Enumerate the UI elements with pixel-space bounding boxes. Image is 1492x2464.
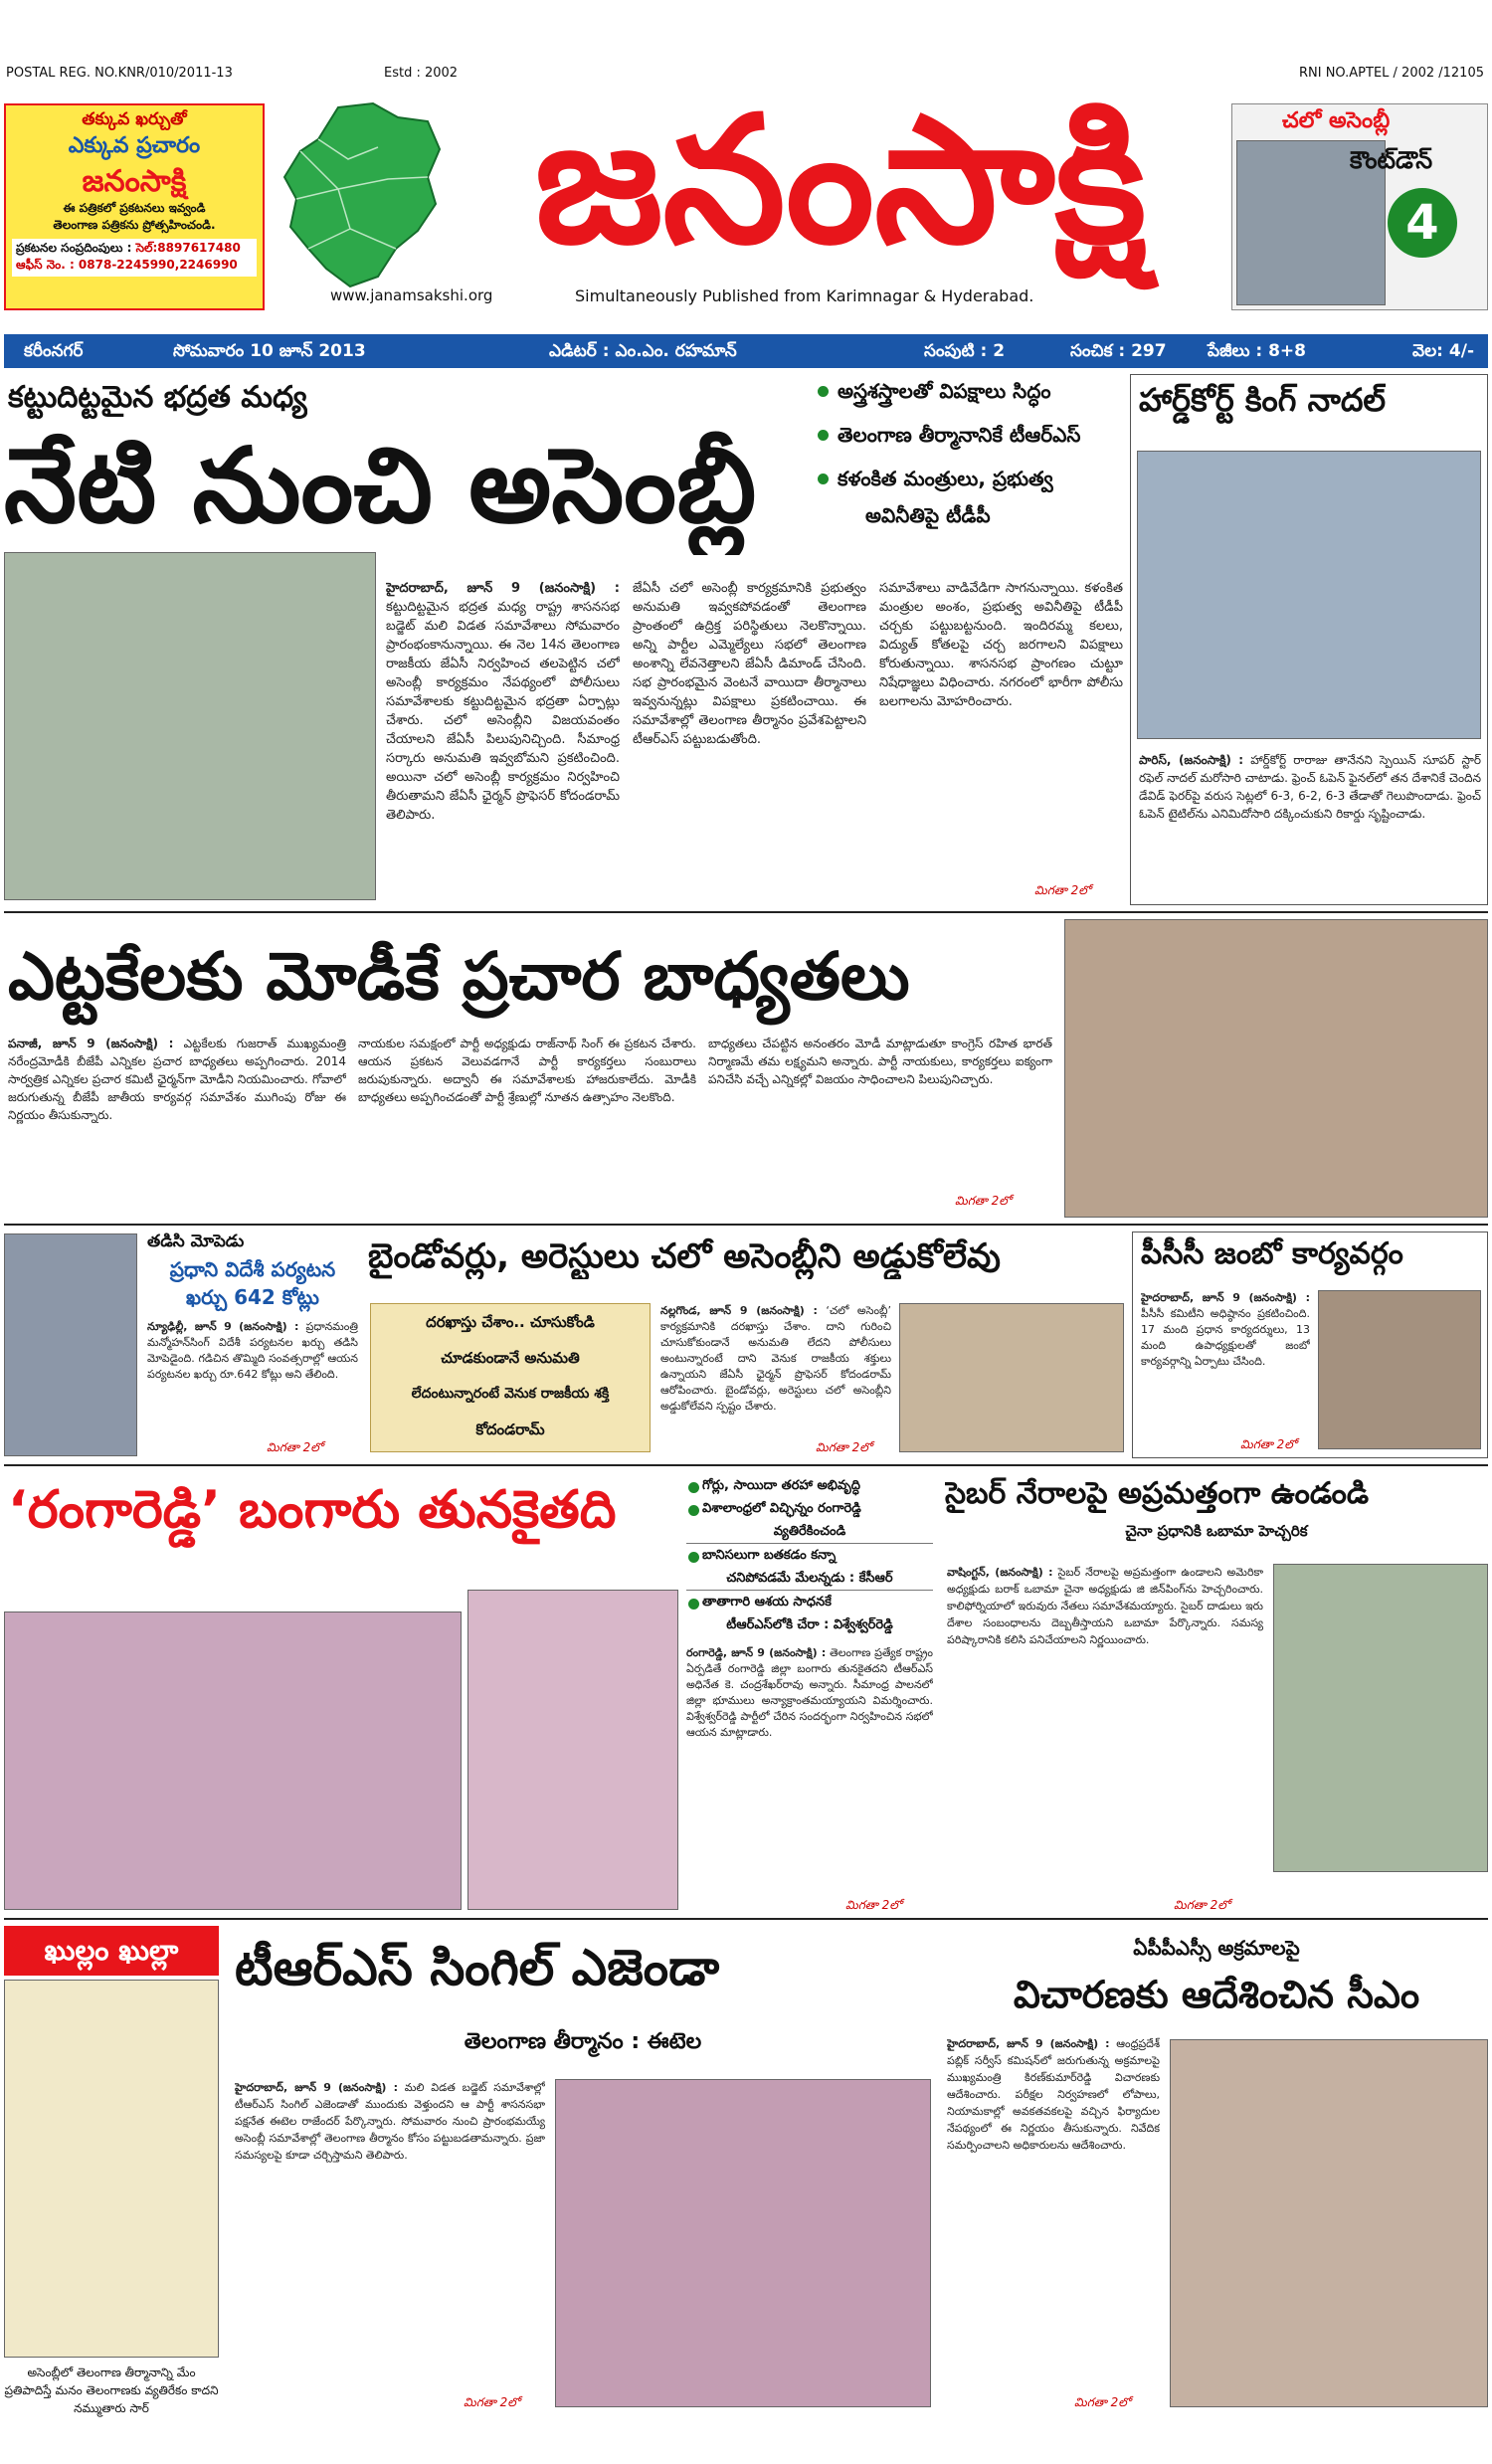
cyber-text xyxy=(947,1564,1263,1912)
kodandaram-photo xyxy=(899,1303,1124,1452)
dateline-editor: ఎడిటర్ : ఎం.ఎం. రహమాన్ xyxy=(549,341,737,361)
cartoon-title: ఖుల్లం ఖుల్లా xyxy=(4,1926,219,1976)
modi-col-3: బాధ్యతలు చేపట్టిన అనంతరం మోడీ మాట్లాడుతూ కాంగ్రెస్ రహిత భారత్ నిర్మాణమే తమ లక్ష్యమని అన్నారు. పార్టీ నాయకులు, కార్యకర్తలు ఐక్యంగా పనిచేసి వచ్చే ఎన్నికల్లో విజయం సాధించాలని పిలుపునిచ్చారు. xyxy=(708,1037,1052,1086)
ad-line1: తక్కువ ఖర్చుతో xyxy=(82,109,187,129)
rni-number: RNI NO.APTEL / 2002 /12105 xyxy=(1298,66,1484,81)
published-line: Simultaneously Published from Karimnagar & Hyderabad. xyxy=(575,286,1034,305)
cartoon-image xyxy=(4,1980,219,2358)
pcc-photo xyxy=(1318,1290,1481,1449)
pcc-dateline: హైదరాబాద్, జూన్ 9 (జనంసాక్షి) : xyxy=(1141,1291,1310,1304)
cartoon-caption: అసెంబ్లీలో తెలంగాణ తీర్మానాన్ని మేం ప్రతిపాదిస్తే మనం తెలంగాణకు వ్యతిరేకం కాదని నమ్ముతారు సార్ xyxy=(4,2366,219,2415)
chalo-body: ‘చలో అసెంబ్లీ’ కార్యక్రమానికి దరఖాస్తు చేశాం. దాని గురించి చూసుకోకుండానే అనుమతి లేదని పోలీసులు అంటున్నారంటే దాని వెనుక రాజకీయ శక్తులు ఉన్నాయని జేఏసీ ఛైర్మన్ ప్రొఫెసర్ కోదండరామ్ ఆరోపించారు. బైండోవర్లు, అరెస్టులు చలో అసెంబ్లీని అడ్డుకోలేవని స్పష్టం చేశారు. xyxy=(660,1304,891,1413)
cyber-more-link[interactable]: మిగతా 2లో xyxy=(1174,1898,1230,1912)
lead-bullets xyxy=(816,378,1124,532)
dateline-date: సోమవారం 10 జూన్ 2013 xyxy=(173,341,366,361)
lead-bullet: తెలంగాణ తీర్మానానికే టీఆర్ఎస్ xyxy=(816,422,1124,448)
cm-text xyxy=(947,2035,1160,2407)
rr-bullet: టీఆర్ఎస్‌లోకి చేరా : విశ్వేశ్వర్‌రెడ్డి xyxy=(726,1617,893,1632)
lead-dateline: హైదరాబాద్, జూన్ 9 (జనంసాక్షి) : xyxy=(386,581,620,596)
masthead-ad-right xyxy=(1231,103,1488,310)
quote-line: లేదంటున్నారంటే వెనుక రాజకీయ శక్తి xyxy=(411,1386,610,1402)
newspaper-title: జనంసాక్షి xyxy=(534,79,1147,283)
divider xyxy=(4,1224,1488,1226)
trs-dateline: హైదరాబాద్, జూన్ 9 (జనంసాక్షి) : xyxy=(235,2081,398,2094)
pcc-headline: పీసీసీ జంబో కార్యవర్గం xyxy=(1141,1236,1403,1271)
cm-dateline: హైదరాబాద్, జూన్ 9 (జనంసాక్షి) : xyxy=(947,2037,1110,2050)
lead-headline: నేటి నుంచి అసెంబ్లీ xyxy=(4,425,757,546)
pcc-more-link[interactable]: మిగతా 2లో xyxy=(1240,1437,1297,1451)
pm-headline: ప్రధాని విదేశీ పర్యటన ఖర్చు 642 కోట్లు xyxy=(169,1257,336,1309)
ad-phone1: సెల్:8897617480 xyxy=(135,241,241,255)
rr-body: తెలంగాణ ప్రత్యేక రాష్ట్రం ఏర్పడితే రంగారెడ్డి జిల్లా బంగారు తునకైతదని టీఆర్ఎస్ అధినేత కె. చంద్రశేఖర్‌రావు అన్నారు. సీమాంధ్ర పాలనలో జిల్లా భూములు అన్యాక్రాంతమయ్యాయని విమర్శించారు. విశ్వేశ్వర్‌రెడ్డి పార్టీలో చేరిన సందర్భంగా నిర్వహించిన సభలో ఆయన మాట్లాడారు. xyxy=(686,1646,933,1739)
nadal-box xyxy=(1130,374,1488,905)
ad-line3: ఈ పత్రికలో ప్రకటనలు ఇవ్వండి xyxy=(63,201,206,215)
ad-line5: ప్రకటనల సంప్రదింపులు : xyxy=(16,241,132,255)
dateline-pages: పేజీలు : 8+8 xyxy=(1208,341,1306,361)
nadal-text: హార్డ్‌కోర్ట్ రారాజు తానేనని స్పెయిన్ సూపర్ స్టార్ రఫెల్ నాదల్ మరోసారి చాటాడు. ఫ్రెంచ్ ఓపెన్ ఫైనల్‌లో తన దేశానికే చెందిన డేవిడ్ ఫెరర్‌పై వరుస సెట్లలో 6-3, 6-2, 6-3 తేడాతో గెలుపొందాడు. ఫ్రెంచ్ ఓపెన్ టైటిల్‌ను ఎనిమిదోసారి దక్కించుకుని రికార్డు సృష్టించాడు. xyxy=(1139,753,1481,821)
rangareddy-headline: ‘రంగారెడ్డి’ బంగారు తునకైతది xyxy=(8,1480,617,1540)
cyber-subhead: చైనా ప్రధానికి ఒబామా హెచ్చరిక xyxy=(1125,1522,1308,1540)
nadal-photo xyxy=(1137,451,1481,739)
estd: Estd : 2002 xyxy=(384,66,459,81)
ad-brand: జనంసాక్షి xyxy=(82,164,187,199)
pm-body: ప్రధానమంత్రి మన్మోహన్‌సింగ్ విదేశీ పర్యటనల ఖర్చు తడిసి మోపెడైంది. గడిచిన తొమ్మిది సంవత్సరాల్లో ఆయన పర్యటనల ఖర్చు రూ.642 కోట్లు అని తేలింది. xyxy=(147,1320,358,1381)
divider xyxy=(4,911,1488,913)
lead-kicker: కట్టుదిట్టమైన భద్రత మధ్య xyxy=(8,380,307,415)
nadal-headline: హార్డ్‌కోర్ట్ కింగ్ నాదల్ xyxy=(1139,381,1387,419)
pm-photo xyxy=(4,1233,137,1456)
pm-text xyxy=(147,1319,358,1446)
assembly-photo xyxy=(4,552,376,900)
rally-photo xyxy=(4,1611,462,1910)
pcc-body: పీసీసీ కమిటీని అధిష్ఠానం ప్రకటించింది. 17 మంది ప్రధాన కార్యదర్శులు, 13 మంది ఉపాధ్యక్షులతో జంబో కార్యవర్గాన్ని ఏర్పాటు చేసింది. xyxy=(1141,1307,1310,1368)
rangareddy-bullets xyxy=(686,1474,933,1636)
rr-dateline: రంగారెడ్డి, జూన్ 9 (జనంసాక్షి) : xyxy=(686,1646,827,1659)
rangareddy-text xyxy=(686,1645,933,1910)
cm-kicker: ఏపీపీఎస్సీ అక్రమాలపై xyxy=(1133,1936,1300,1960)
rr-bullet: గోర్లు, సాయిదా తరహా అభివృద్ధి xyxy=(686,1474,933,1497)
lead-col-1 xyxy=(386,579,620,899)
divider xyxy=(4,1464,1488,1466)
ad-right-line2: కౌంట్‌డౌన్ xyxy=(1350,146,1433,174)
modi-more-link[interactable]: మిగతా 2లో xyxy=(955,1194,1012,1208)
cm-photo xyxy=(1170,2039,1488,2407)
modi-col-1 xyxy=(8,1035,346,1214)
trs-subhead: తెలంగాణ తీర్మానం : ఈటెల xyxy=(464,2029,702,2054)
chalo-more-link[interactable]: మిగతా 2లో xyxy=(816,1440,872,1454)
pm-more-link[interactable]: మిగతా 2లో xyxy=(267,1440,323,1454)
lead-text-1: కట్టుదిట్టమైన భద్రత మధ్య రాష్ట్ర శాసనసభ బడ్జెట్ మలి విడత సమావేశాలు సోమవారం ప్రారంభంకానున్నాయి. ఈ నెల 14న తెలంగాణ రాజకీయ జేఏసీ నిర్వహించ తలపెట్టిన చలో అసెంబ్లీ కార్యక్రమం నేపథ్యంలో పోలీసులు సమావేశాలకు కట్టుదిట్టమైన భద్రతా ఏర్పాట్లు చేశారు. చలో అసెంబ్లీని విజయవంతం చేయాలని జేఏసీ పిలుపునిచ్చింది. సీమాంధ్ర సర్కారు అనుమతి ఇవ్వబోమని ప్రకటించింది. అయినా చలో అసెంబ్లీ కార్యక్రమం నిర్వహించి తీరుతామని జేఏసీ ఛైర్మన్ ప్రొఫెసర్ కోదండరామ్ తెలిపారు. xyxy=(386,600,620,823)
quote-line: దరఖాస్తు చేశాం.. చూసుకోండి xyxy=(426,1313,595,1331)
cyber-dateline: వాషింగ్టన్, (జనంసాక్షి) : xyxy=(947,1566,1053,1579)
modi-dateline: పనాజీ, జూన్ 9 (జనంసాక్షి) : xyxy=(8,1037,174,1050)
chalo-headline: బైండోవర్లు, అరెస్టులు చలో అసెంబ్లీని అడ్డుకోలేవు xyxy=(368,1236,1001,1276)
obama-xi-photo xyxy=(1273,1564,1488,1872)
telangana-map-icon xyxy=(279,99,448,293)
modi-photo xyxy=(1064,919,1488,1218)
etela-photo xyxy=(555,2079,931,2407)
masthead-ad-left xyxy=(4,103,265,310)
cm-headline: విచారణకు ఆదేశించిన సీఎం xyxy=(1013,1973,1420,2016)
embrace-photo xyxy=(467,1590,678,1910)
postal-reg: POSTAL REG. NO.KNR/010/2011-13 xyxy=(6,66,233,81)
countdown-number: 4 xyxy=(1388,188,1457,258)
divider xyxy=(4,1918,1488,1920)
cyber-body: సైబర్ నేరాలపై అప్రమత్తంగా ఉండాలని అమెరికా అధ్యక్షుడు బరాక్ ఒబామా చైనా అధ్యక్షుడు జి జిన్‌పింగ్‌ను హెచ్చరించారు. కాలిఫోర్నియాలో ఇరువురు నేతలు సమావేశమయ్యారు. సైబర్ దాడులు ఇరు దేశాల సంబంధాలను దెబ్బతీస్తాయని ఒబామా పేర్కొన్నారు. సమస్య పరిష్కారానికి కలిసి పనిచేయాలని నిర్ణయించారు. xyxy=(947,1566,1263,1646)
modi-text-1: ఎట్టకేలకు గుజరాత్ ముఖ్యమంత్రి నరేంద్రమోడీకి బీజేపీ ఎన్నికల ప్రచార బాధ్యతలు అప్పగించారు. 2014 సార్వత్రిక ఎన్నికల ప్రచార కమిటీ ఛైర్మన్‌గా మోడీని నియమించారు. గోవాలో జరుగుతున్న బీజేపీ జాతీయ కార్యవర్గ సమావేశం ముగింపు రోజు ఈ నిర్ణయం తీసుకున్నారు. xyxy=(8,1037,346,1122)
ad-phone2: ఆఫీస్ నెం. : 0878-2245990,2246990 xyxy=(16,258,238,272)
dateline-bar xyxy=(4,334,1488,368)
rr-bullet: బానిసలుగా బతకడం కన్నా xyxy=(686,1544,933,1567)
rr-bullet: విశాలాంధ్రలో విచ్ఛిన్నం రంగారెడ్డి xyxy=(686,1497,933,1520)
trs-body: మలి విడత బడ్జెట్ సమావేశాల్లో టీఆర్ఎస్ సింగిల్ ఎజెండాతో ముందుకు వెళ్తుందని ఆ పార్టీ శాసనసభా పక్షనేత ఈటెల రాజేందర్ పేర్కొన్నారు. సోమవారం నుంచి ప్రారంభమయ్యే అసెంబ్లీ సమావేశాల్లో తెలంగాణ తీర్మానం కోసం పట్టుబడతామన్నారు. ప్రజా సమస్యలపై కూడా చర్చిస్తామని తెలిపారు. xyxy=(235,2081,545,2162)
rr-bullet: వ్యతిరేకించండి xyxy=(686,1520,933,1544)
cm-body: ఆంధ్రప్రదేశ్ పబ్లిక్ సర్వీస్ కమిషన్‌లో జరుగుతున్న అక్రమాలపై ముఖ్యమంత్రి కిరణ్‌కుమార్‌రెడ్డి విచారణకు ఆదేశించారు. పరీక్షల నిర్వహణలో లోపాలు, నియామకాల్లో అవకతవకలపై వచ్చిన ఫిర్యాదుల నేపథ్యంలో ఈ నిర్ణయం తీసుకున్నారు. నివేదిక సమర్పించాలని అధికారులను ఆదేశించారు. xyxy=(947,2037,1160,2152)
lead-more-link[interactable]: మిగతా 2లో xyxy=(1034,883,1091,897)
trs-more-link[interactable]: మిగతా 2లో xyxy=(464,2395,520,2409)
rr-bullet: తాతాగారి ఆశయ సాధనకే xyxy=(686,1591,933,1613)
quote-line: చూడకుండానే అనుమతి xyxy=(441,1349,580,1367)
pm-kicker: తడిసి మోపెడు xyxy=(147,1232,245,1251)
rr-bullet: చనిపోవడమే మేలన్నడు : కేసీఆర్ xyxy=(686,1567,933,1591)
trs-text xyxy=(235,2079,545,2407)
dateline-city: కరీంనగర్ xyxy=(24,341,84,361)
ad-line4: తెలంగాణ పత్రికను ప్రోత్సహించండి. xyxy=(53,218,216,232)
lead-col-3: సమావేశాలు వాడివేడిగా సాగనున్నాయి. కళంకిత మంత్రుల అంశం, ప్రభుత్వ అవినీతిపై టీడీపీ చర్చకు పట్టుబట్టనుంది. ఇందిరమ్మ కలలు, విద్యుత్ కోతలపై చర్చ జరగాలని విపక్షాలు కోరుతున్నాయి. శాసనసభ ప్రాంగణం చుట్టూ నిషేధాజ్ఞలు విధించారు. నగరంలో భారీగా పోలీసు బలగాలను మోహరించారు. xyxy=(879,581,1123,709)
lead-col-2: జేఏసీ చలో అసెంబ్లీ కార్యక్రమానికి ప్రభుత్వం అనుమతి ఇవ్వకపోవడంతో తెలంగాణ ప్రాంతంలో ఉద్రిక్త పరిస్థితులు నెలకొన్నాయి. అన్ని పార్టీల ఎమ్మెల్యేలు సభలో తెలంగాణ అంశాన్ని లేవనెత్తాలని జేఏసీ డిమాండ్ చేసింది. సభ ప్రారంభమైన వెంటనే వాయిదా తీర్మానాలు ఇవ్వనున్నట్లు విపక్షాలు ప్రకటించాయి. ఈ సమావేశాల్లో తెలంగాణ తీర్మానం ప్రవేశపెట్టాలని టీఆర్ఎస్ పట్టుబడుతోంది. xyxy=(633,581,866,747)
rangareddy-more-link[interactable]: మిగతా 2లో xyxy=(845,1898,902,1912)
quote-line: కోదండరామ్ xyxy=(475,1421,545,1438)
lead-bullet: అవినీతిపై టీడీపీ xyxy=(865,503,991,527)
nadal-caption: పారిస్, (జనంసాక్షి) : xyxy=(1139,753,1244,767)
modi-headline: ఎట్టకేలకు మోడీకే ప్రచార బాధ్యతలు xyxy=(8,938,910,1015)
ad-right-line1: చలో అసెంబ్లీ xyxy=(1282,108,1391,133)
dateline-price: వెల: 4/- xyxy=(1412,341,1474,361)
trs-headline: టీఆర్ఎస్ సింగిల్ ఎజెండా xyxy=(235,1939,720,1996)
dateline-volume: సంపుటి : 2 xyxy=(924,341,1006,361)
lead-bullet: కళంకిత మంత్రులు, ప్రభుత్వ xyxy=(816,466,1124,491)
pcc-box xyxy=(1132,1232,1488,1458)
pm-dateline: న్యూఢిల్లీ, జూన్ 9 (జనంసాక్షి) : xyxy=(147,1320,299,1333)
modi-col-2: నాయకుల సమక్షంలో పార్టీ అధ్యక్షుడు రాజ్‌నాథ్ సింగ్ ఈ ప్రకటన చేశారు. ఆయన ప్రకటన వెలువడగానే పార్టీ కార్యకర్తలు సంబురాలు జరుపుకున్నారు. అద్వానీ ఈ సమావేశాలకు హాజరుకాలేదు. మోడీకి బాధ్యతలు అప్పగించడంతో పార్టీ శ్రేణుల్లో నూతన ఉత్సాహం నెలకొంది. xyxy=(358,1037,696,1104)
chalo-quote-box xyxy=(370,1303,651,1452)
lead-bullet: అస్త్రశస్త్రాలతో విపక్షాలు సిద్ధం xyxy=(816,378,1124,404)
dateline-issue: సంచిక : 297 xyxy=(1070,341,1167,361)
chalo-dateline: నల్లగొండ, జూన్ 9 (జనంసాక్షి) : xyxy=(660,1304,818,1317)
cm-more-link[interactable]: మిగతా 2లో xyxy=(1074,2395,1131,2409)
chalo-text xyxy=(660,1303,891,1452)
cyber-headline: సైబర్ నేరాలపై అప్రమత్తంగా ఉండండి xyxy=(945,1476,1370,1511)
website: www.janamsakshi.org xyxy=(330,286,493,304)
ad-line2: ఎక్కువ ప్రచారం xyxy=(68,133,201,158)
